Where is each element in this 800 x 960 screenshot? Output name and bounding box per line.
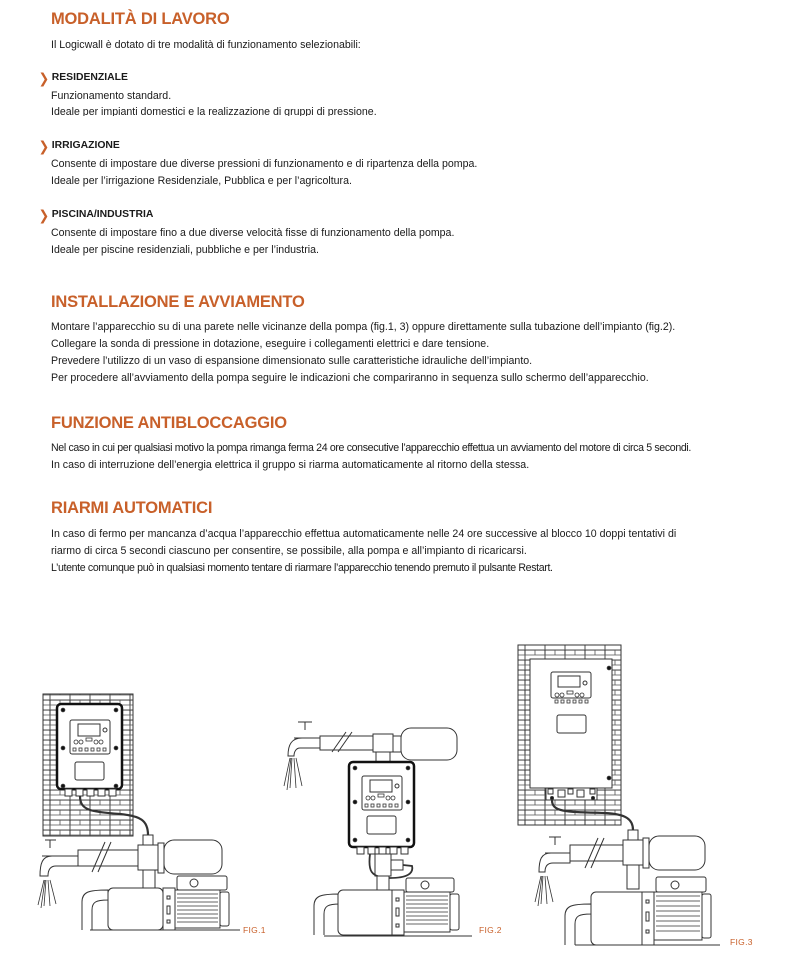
mode-description-line: Ideale per l’irrigazione Residenziale, Pubblica e per l’agricoltura. <box>51 175 352 187</box>
controller-unit-large <box>530 659 612 800</box>
section-title-installazione: INSTALLAZIONE E AVVIAMENTO <box>51 293 305 311</box>
riarmi-line: L’utente comunque può in qualsiasi momento tentare di riarmare l’apparecchio tenendo premuto il pulsante Restart. <box>51 562 553 574</box>
installazione-line: Montare l’apparecchio su di una parete nelle vicinanze della pompa (fig.1, 3) oppure direttamente sulla tubazione dell’impianto (fig.2). <box>51 321 676 333</box>
mode-description-line: Consente di impostare fino a due diverse velocità fisse di funzionamento della pompa. <box>51 227 455 239</box>
figure-wall-mount-large <box>505 640 765 950</box>
chevron-right-icon: ❯ <box>38 137 50 154</box>
figure-label: FIG.3 <box>730 937 753 947</box>
installazione-line: Collegare la sonda di pressione in dotazione, eseguire i collegamenti elettrici e dare tensione. <box>51 338 490 350</box>
figure-label: FIG.1 <box>243 925 266 935</box>
antibloccaggio-line: Nel caso in cui per qualsiasi motivo la pompa rimanga ferma 24 ore consecutive l’apparecchio effettua un avviamento del motore di circa 5 secondi. <box>51 442 692 454</box>
installazione-line: Prevedere l’utilizzo di un vaso di espansione dimensionato sulle caratteristiche idrauliche dell’impianto. <box>51 355 533 367</box>
pump <box>314 878 472 936</box>
expansion-vessel <box>649 836 705 870</box>
figure-label: FIG.2 <box>479 925 502 935</box>
section-title-modalita: MODALITÀ DI LAVORO <box>51 10 230 28</box>
expansion-vessel <box>164 840 222 874</box>
mode-heading-piscina-industria <box>38 206 154 223</box>
mode-name: IRRIGAZIONE <box>51 140 120 151</box>
figure-wall-mount <box>30 680 280 950</box>
mode-heading-residenziale <box>38 69 128 86</box>
mode-description-line: Ideale per impianti domestici e la realizzazione di gruppi di pressione. <box>51 106 377 116</box>
mode-description-line: Consente di impostare due diverse pressioni di funzionamento e di ripartenza della pompa. <box>51 158 478 170</box>
mode-description-line: Funzionamento standard. <box>51 90 172 102</box>
pump <box>82 876 240 930</box>
pump <box>565 877 720 945</box>
mode-name: RESIDENZIALE <box>51 72 128 83</box>
section-title-antibloccaggio: FUNZIONE ANTIBLOCCAGGIO <box>51 414 287 432</box>
modalita-intro: Il Logicwall è dotato di tre modalità di funzionamento selezionabili: <box>51 39 361 51</box>
section-title-riarmi: RIARMI AUTOMATICI <box>51 499 213 517</box>
mode-description-line: Ideale per piscine residenziali, pubbliche e per l’industria. <box>51 244 319 256</box>
controller-unit <box>57 704 122 796</box>
riarmi-line: In caso di fermo per mancanza d’acqua l’apparecchio effettua automaticamente nelle 24 ore successive al blocco 10 doppi tentativi di <box>51 528 677 540</box>
controller-unit <box>349 762 414 854</box>
installazione-line: Per procedere all’avviamento della pompa seguire le indicazioni che compariranno in sequenza sullo schermo dell’apparecchio. <box>51 372 649 384</box>
riarmi-line: riarmo di circa 5 secondi ciascuno per consentire, se possibile, alla pompa e all’impianto di ricaricarsi. <box>51 545 527 557</box>
expansion-vessel <box>401 728 457 760</box>
figure-pipe-mount <box>280 710 510 950</box>
mode-name: PISCINA/INDUSTRIA <box>51 209 154 220</box>
chevron-right-icon: ❯ <box>38 206 50 223</box>
chevron-right-icon: ❯ <box>38 69 50 86</box>
mode-heading-irrigazione <box>38 137 120 154</box>
antibloccaggio-line: In caso di interruzione dell’energia elettrica il gruppo si riarma automaticamente al ritorno della stessa. <box>51 459 530 471</box>
